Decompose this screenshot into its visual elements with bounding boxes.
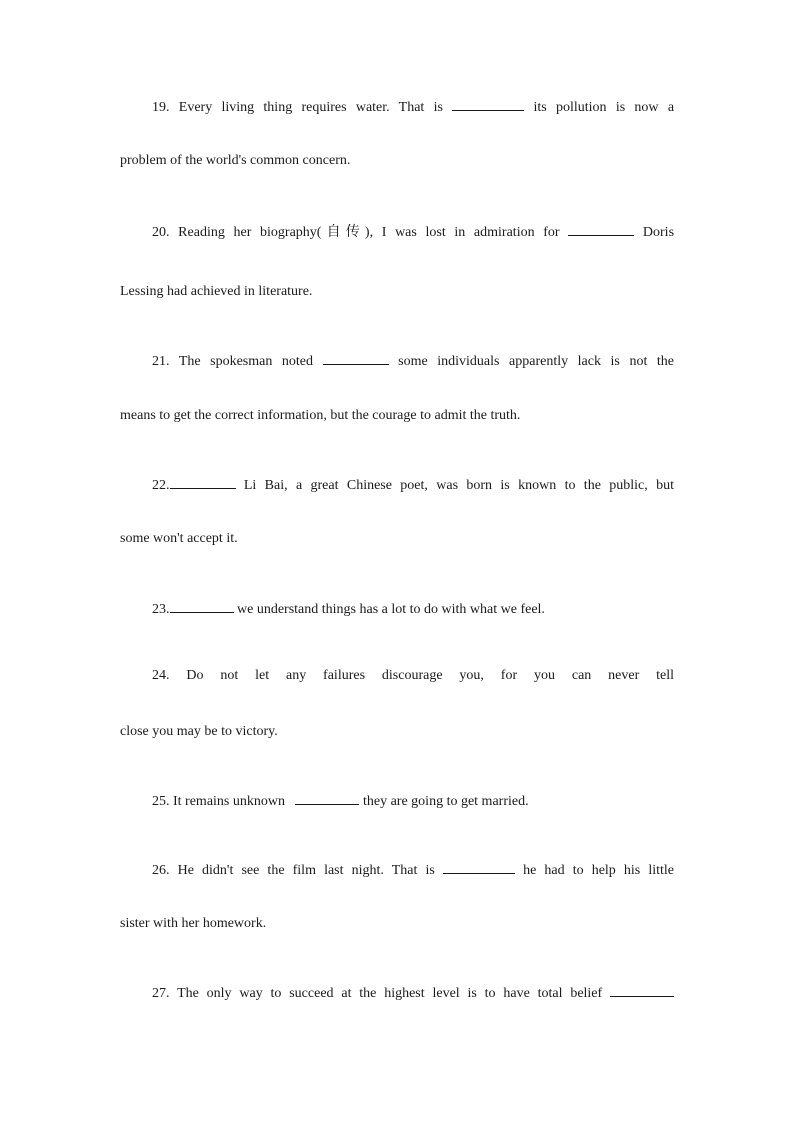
question-23-line-1	[152, 599, 674, 619]
question-21-line-2: means to get the correct information, but the courage to admit the truth.	[120, 408, 521, 423]
answer-blank[interactable]	[568, 222, 634, 236]
question-number: 23.	[152, 602, 170, 617]
question-21-line-1	[152, 351, 674, 369]
question-text: its pollution is now a	[533, 100, 674, 115]
question-number: 22.	[152, 478, 170, 493]
question-text: we understand things has a lot to do with what we feel.	[237, 602, 545, 617]
question-text: He didn't see the film last night. That is	[177, 863, 435, 878]
answer-blank[interactable]	[295, 791, 359, 805]
question-text: Li Bai, a great Chinese poet, was born is known to the public, but	[243, 478, 674, 493]
question-text: Every living thing requires water. That is	[178, 100, 443, 115]
question-number: 20.	[152, 225, 170, 240]
question-26-line-1	[152, 860, 674, 878]
question-text: The only way to succeed at the highest level is to have total belief	[177, 986, 603, 1001]
question-19-line-1	[152, 97, 674, 115]
question-number: 26.	[152, 863, 170, 878]
question-text: some individuals apparently lack is not the	[398, 354, 674, 369]
answer-blank[interactable]	[170, 475, 236, 489]
question-number: 21.	[152, 354, 170, 369]
question-text: Do not let any failures discourage you, for you can never tell	[186, 668, 674, 683]
question-24-line-2: close you may be to victory.	[120, 724, 278, 739]
answer-blank[interactable]	[452, 97, 524, 111]
question-text: he had to help his little	[523, 863, 674, 878]
answer-blank[interactable]	[443, 860, 515, 874]
question-text: Doris	[642, 225, 674, 240]
question-22-line-2: some won't accept it.	[120, 531, 238, 546]
question-25-line-1	[152, 791, 674, 811]
answer-blank[interactable]	[170, 599, 234, 613]
question-24-line-1	[152, 667, 674, 685]
question-number: 27.	[152, 986, 170, 1001]
question-number: 19.	[152, 100, 170, 115]
question-20-line-2: Lessing had achieved in literature.	[120, 284, 313, 299]
question-22-line-1	[152, 475, 674, 493]
question-text: Reading her biography(自传), I was lost in admiration for	[178, 225, 560, 240]
question-20-line-1	[152, 222, 674, 240]
question-19-line-2: problem of the world's common concern.	[120, 153, 351, 168]
answer-blank[interactable]	[323, 351, 389, 365]
question-text: The spokesman noted	[178, 354, 314, 369]
question-text: It remains unknown	[173, 794, 285, 809]
question-number: 24.	[152, 668, 170, 683]
question-27-line-1	[152, 983, 674, 1001]
question-26-line-2: sister with her homework.	[120, 916, 267, 931]
question-text: they are going to get married.	[362, 794, 529, 809]
question-number: 25.	[152, 794, 170, 809]
answer-blank[interactable]	[610, 983, 674, 997]
